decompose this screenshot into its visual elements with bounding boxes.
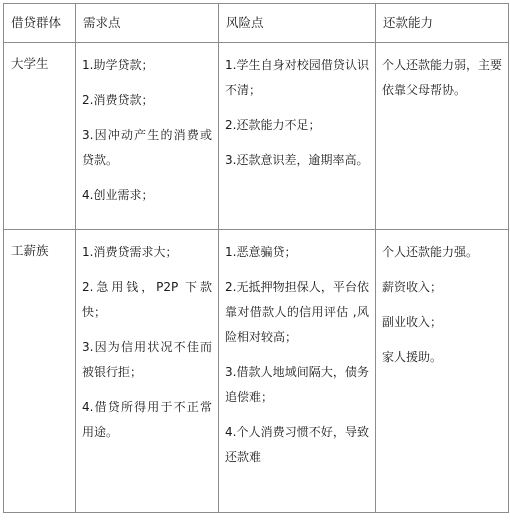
risk-item: 2.还款能力不足；: [225, 118, 321, 132]
header-needs: 需求点: [76, 4, 219, 43]
risk-item: 1.恶意骗贷；: [225, 245, 297, 259]
header-repayment: 还款能力: [376, 4, 509, 43]
header-group: 借贷群体: [4, 4, 76, 43]
repayment-item: 家人援助。: [382, 350, 443, 364]
need-item: 4.借贷所得用于不正常用途。: [82, 400, 212, 439]
need-item: 3.因为信用状况不佳而被银行拒；: [82, 340, 212, 379]
repayment-item: 薪资收入；: [382, 280, 443, 294]
repayment-cell: [376, 43, 509, 230]
risk-item: 2.无抵押物担保人，平台依靠对借款人的信用评估 ,风险相对较高；: [225, 280, 369, 344]
risks-cell: [219, 43, 376, 230]
risk-item: 1.学生自身对校园借贷认识不清；: [225, 58, 369, 97]
table-row: [4, 43, 509, 230]
need-item: 2.消费贷款；: [82, 93, 154, 107]
risk-item: 3.借款人地域间隔大，债务追偿难；: [225, 365, 369, 404]
header-risks: 风险点: [219, 4, 376, 43]
risk-item: 3.还款意识差，逾期率高。: [225, 153, 369, 167]
need-item: 3.因冲动产生的消费或贷款。: [82, 128, 212, 167]
need-item: 1.助学贷款；: [82, 58, 154, 72]
group-name: 工薪族: [11, 243, 49, 258]
needs-cell: [76, 43, 219, 230]
group-name: 大学生: [11, 56, 49, 71]
loan-groups-table: [3, 3, 509, 513]
repayment-cell: [376, 230, 509, 513]
table-row: [4, 230, 509, 513]
need-item: 1.消费贷需求大；: [82, 245, 178, 259]
risks-cell: [219, 230, 376, 513]
repayment-item: 副业收入；: [382, 315, 443, 329]
repayment-item: 个人还款能力强。: [382, 245, 479, 259]
need-item: 2.急用钱，P2P 下款快；: [82, 280, 212, 319]
table-header-row: [4, 4, 509, 43]
needs-cell: [76, 230, 219, 513]
need-item: 4.创业需求；: [82, 188, 154, 202]
repayment-item: 个人还款能力弱，主要依靠父母帮协。: [382, 58, 503, 97]
risk-item: 4.个人消费习惯不好，导致还款难: [225, 425, 369, 464]
group-cell: [4, 230, 76, 513]
group-cell: [4, 43, 76, 230]
